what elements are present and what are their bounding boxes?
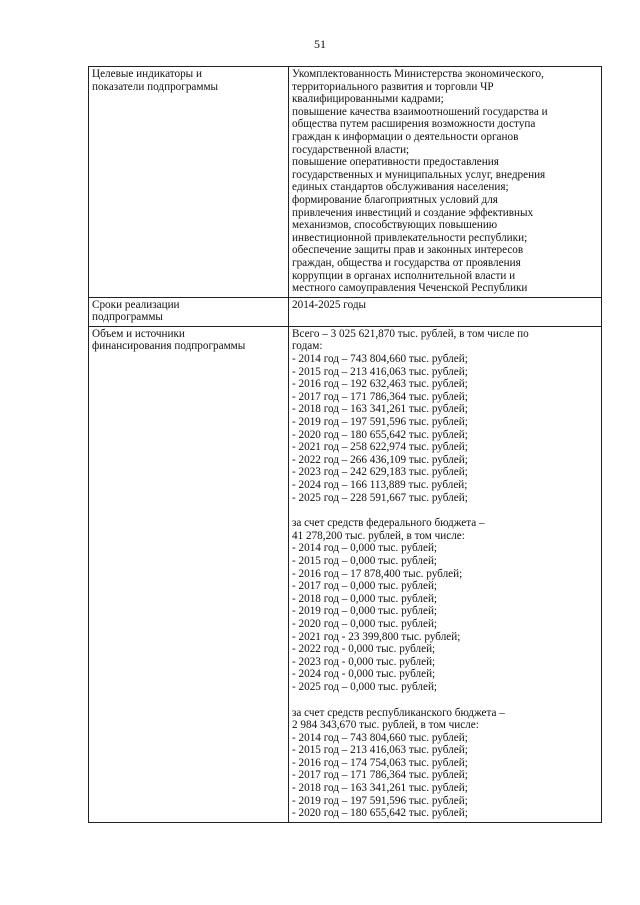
value-line: - 2019 год – 197 591,596 тыс. рублей; <box>292 416 468 429</box>
value-line: - 2023 год – 242 629,183 тыс. рублей; <box>292 466 468 479</box>
value-line: обеспечение защиты прав и законных интересов <box>292 244 524 257</box>
row-value-cell <box>289 297 602 326</box>
table-row <box>89 326 602 822</box>
value-line: граждан, общества и государства от проявления <box>292 256 521 269</box>
value-line: - 2022 год – 266 436,109 тыс. рублей; <box>292 453 468 466</box>
value-line: - 2025 год – 228 591,667 тыс. рублей; <box>292 491 468 504</box>
row-label-cell <box>89 326 289 822</box>
value-line: Укомплектованность Министерства экономического, <box>292 68 544 80</box>
value-line: территориального развития и торговли ЧР <box>292 80 494 93</box>
row-value-cell <box>289 326 602 822</box>
value-line: - 2017 год – 171 786,364 тыс. рублей; <box>292 769 468 782</box>
value-line: за счет средств федерального бюджета – <box>292 517 485 530</box>
value-line: общества путем расширения возможности доступа <box>292 118 536 131</box>
value-line: - 2024 год - 0,000 тыс. рублей; <box>292 668 436 681</box>
label-line: показатели подпрограммы <box>92 80 219 93</box>
table-row <box>89 297 602 326</box>
value-line: 2 984 343,670 тыс. рублей, в том числе: <box>292 719 479 732</box>
label-line: Сроки реализации <box>92 298 180 311</box>
value-line: - 2023 год - 0,000 тыс. рублей; <box>292 655 436 668</box>
value-line: - 2017 год – 171 786,364 тыс. рублей; <box>292 390 468 403</box>
value-line: - 2018 год – 0,000 тыс. рублей; <box>292 592 438 605</box>
value-line: - 2016 год – 192 632,463 тыс. рублей; <box>292 378 468 391</box>
row-label-cell <box>89 297 289 326</box>
value-line: - 2019 год – 197 591,596 тыс. рублей; <box>292 794 468 807</box>
value-line: - 2019 год – 0,000 тыс. рублей; <box>292 605 438 618</box>
value-line: - 2015 год – 213 416,063 тыс. рублей; <box>292 744 468 757</box>
value-line: - 2021 год – 258 622,974 тыс. рублей; <box>292 441 468 454</box>
label-line: Объем и источники <box>92 327 185 340</box>
value-line: - 2020 год – 0,000 тыс. рублей; <box>292 617 438 630</box>
value-line: инвестиционной привлекательности республики; <box>292 231 528 244</box>
value-line: повышение качества взаимоотношений государства и <box>292 105 548 118</box>
blank-line <box>292 504 598 517</box>
passport-table-body <box>89 67 602 823</box>
value-line: единых стандартов обслуживания населения; <box>292 181 509 194</box>
label-line: Целевые индикаторы и <box>92 68 202 80</box>
blank-line <box>292 694 598 707</box>
value-line: формирование благоприятных условий для <box>292 193 498 206</box>
value-line: - 2021 год - 23 399,800 тыс. рублей; <box>292 630 461 643</box>
value-line: - 2017 год – 0,000 тыс. рублей; <box>292 580 438 593</box>
value-line: квалифицированными кадрами; <box>292 93 444 106</box>
value-line: коррупции в органах исполнительной власти и <box>292 269 516 282</box>
subprogram-passport-table <box>88 66 602 823</box>
value-line: 2014-2025 годы <box>292 298 367 311</box>
value-line: - 2025 год – 0,000 тыс. рублей; <box>292 680 438 693</box>
value-line: механизмов, способствующих повышению <box>292 219 498 232</box>
value-line: - 2015 год – 0,000 тыс. рублей; <box>292 554 438 567</box>
page-number: 51 <box>314 37 326 51</box>
value-line: - 2014 год – 0,000 тыс. рублей; <box>292 542 438 555</box>
value-line: государственной власти; <box>292 143 410 156</box>
value-line: Всего – 3 025 621,870 тыс. рублей, в том числе по <box>292 327 529 340</box>
value-line: государственных и муниципальных услуг, внедрения <box>292 168 546 181</box>
label-line: финансирования подпрограммы <box>92 340 246 353</box>
value-line: - 2016 год – 17 878,400 тыс. рублей; <box>292 567 463 580</box>
value-line: - 2015 год – 213 416,063 тыс. рублей; <box>292 365 468 378</box>
value-line: - 2020 год – 180 655,642 тыс. рублей; <box>292 428 468 441</box>
value-line: - 2024 год – 166 113,889 тыс. рублей; <box>292 479 468 491</box>
value-line: годам: <box>292 340 323 353</box>
value-line: за счет средств республиканского бюджета – <box>292 706 505 719</box>
value-line: - 2014 год – 743 804,660 тыс. рублей; <box>292 353 468 366</box>
label-line: подпрограммы <box>92 311 163 324</box>
value-line: местного самоуправления Чеченской Республики <box>292 282 528 295</box>
value-line: повышение оперативности предоставления <box>292 156 499 169</box>
row-value-cell <box>289 67 602 298</box>
value-line: - 2014 год – 743 804,660 тыс. рублей; <box>292 731 468 744</box>
value-line: - 2020 год – 180 655,642 тыс. рублей; <box>292 807 468 820</box>
table-row <box>89 67 602 298</box>
value-line: - 2016 год – 174 754,063 тыс. рублей; <box>292 756 468 769</box>
row-label-cell <box>89 67 289 298</box>
value-line: - 2018 год – 163 341,261 тыс. рублей; <box>292 403 468 416</box>
value-line: 41 278,200 тыс. рублей, в том числе: <box>292 529 465 542</box>
value-line: граждан к информации о деятельности органов <box>292 130 519 143</box>
value-line: привлечения инвестиций и создание эффективных <box>292 206 534 219</box>
value-line: - 2018 год – 163 341,261 тыс. рублей; <box>292 782 468 795</box>
value-line: - 2022 год - 0,000 тыс. рублей; <box>292 643 436 656</box>
